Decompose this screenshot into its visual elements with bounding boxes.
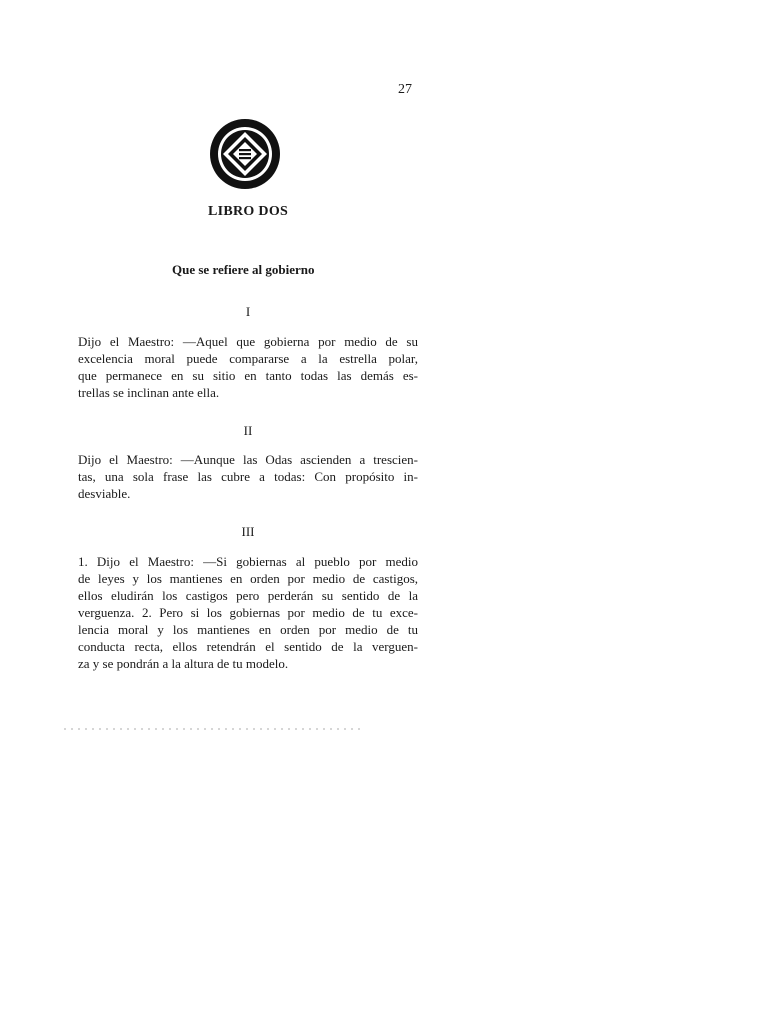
paragraph-line: conducta recta, ellos retendrán el sentido de la verguen-	[78, 639, 418, 654]
paragraph-line: za y se pondrán a la altura de tu modelo.	[78, 656, 289, 671]
section-paragraph-1	[78, 333, 418, 401]
section-paragraph-2	[78, 451, 418, 502]
paragraph-line: ellos eludirán los castigos pero perderán su sentido de la	[78, 588, 418, 603]
paragraph-line: desviable.	[78, 486, 131, 501]
chapter-subtitle: Que se refiere al gobierno	[172, 262, 315, 277]
paragraph-line: Dijo el Maestro: —Aquel que gobierna por medio de su	[78, 334, 418, 349]
circular-diamond-emblem-icon	[207, 116, 283, 192]
section-paragraph-3	[78, 553, 418, 672]
section-heading-1: I	[245, 304, 251, 319]
paragraph-line: de leyes y los mantienes en orden por medio de castigos,	[78, 571, 418, 586]
paragraph-line: verguenza. 2. Pero si los gobiernas por medio de tu exce-	[78, 605, 418, 620]
book-title: LIBRO DOS	[208, 204, 289, 219]
paragraph-line: tas, una sola frase las cubre a todas: Con propósito in-	[78, 469, 418, 484]
paragraph-line: Dijo el Maestro: —Aunque las Odas ascienden a trescien-	[78, 452, 418, 467]
paragraph-line: excelencia moral puede compararse a la estrella polar,	[78, 351, 418, 366]
paragraph-line: que permanece en su sitio en tanto todas las demás es-	[78, 368, 418, 383]
scan-artifact-divider	[64, 728, 364, 730]
page-number: 27	[398, 82, 412, 97]
section-heading-3: III	[241, 524, 255, 539]
paragraph-line: lencia moral y los mantienes en orden por medio de tu	[78, 622, 418, 637]
section-heading-2: II	[243, 423, 253, 438]
paragraph-line: 1. Dijo el Maestro: —Si gobiernas al pueblo por medio	[78, 554, 418, 569]
paragraph-line: trellas se inclinan ante ella.	[78, 385, 220, 400]
